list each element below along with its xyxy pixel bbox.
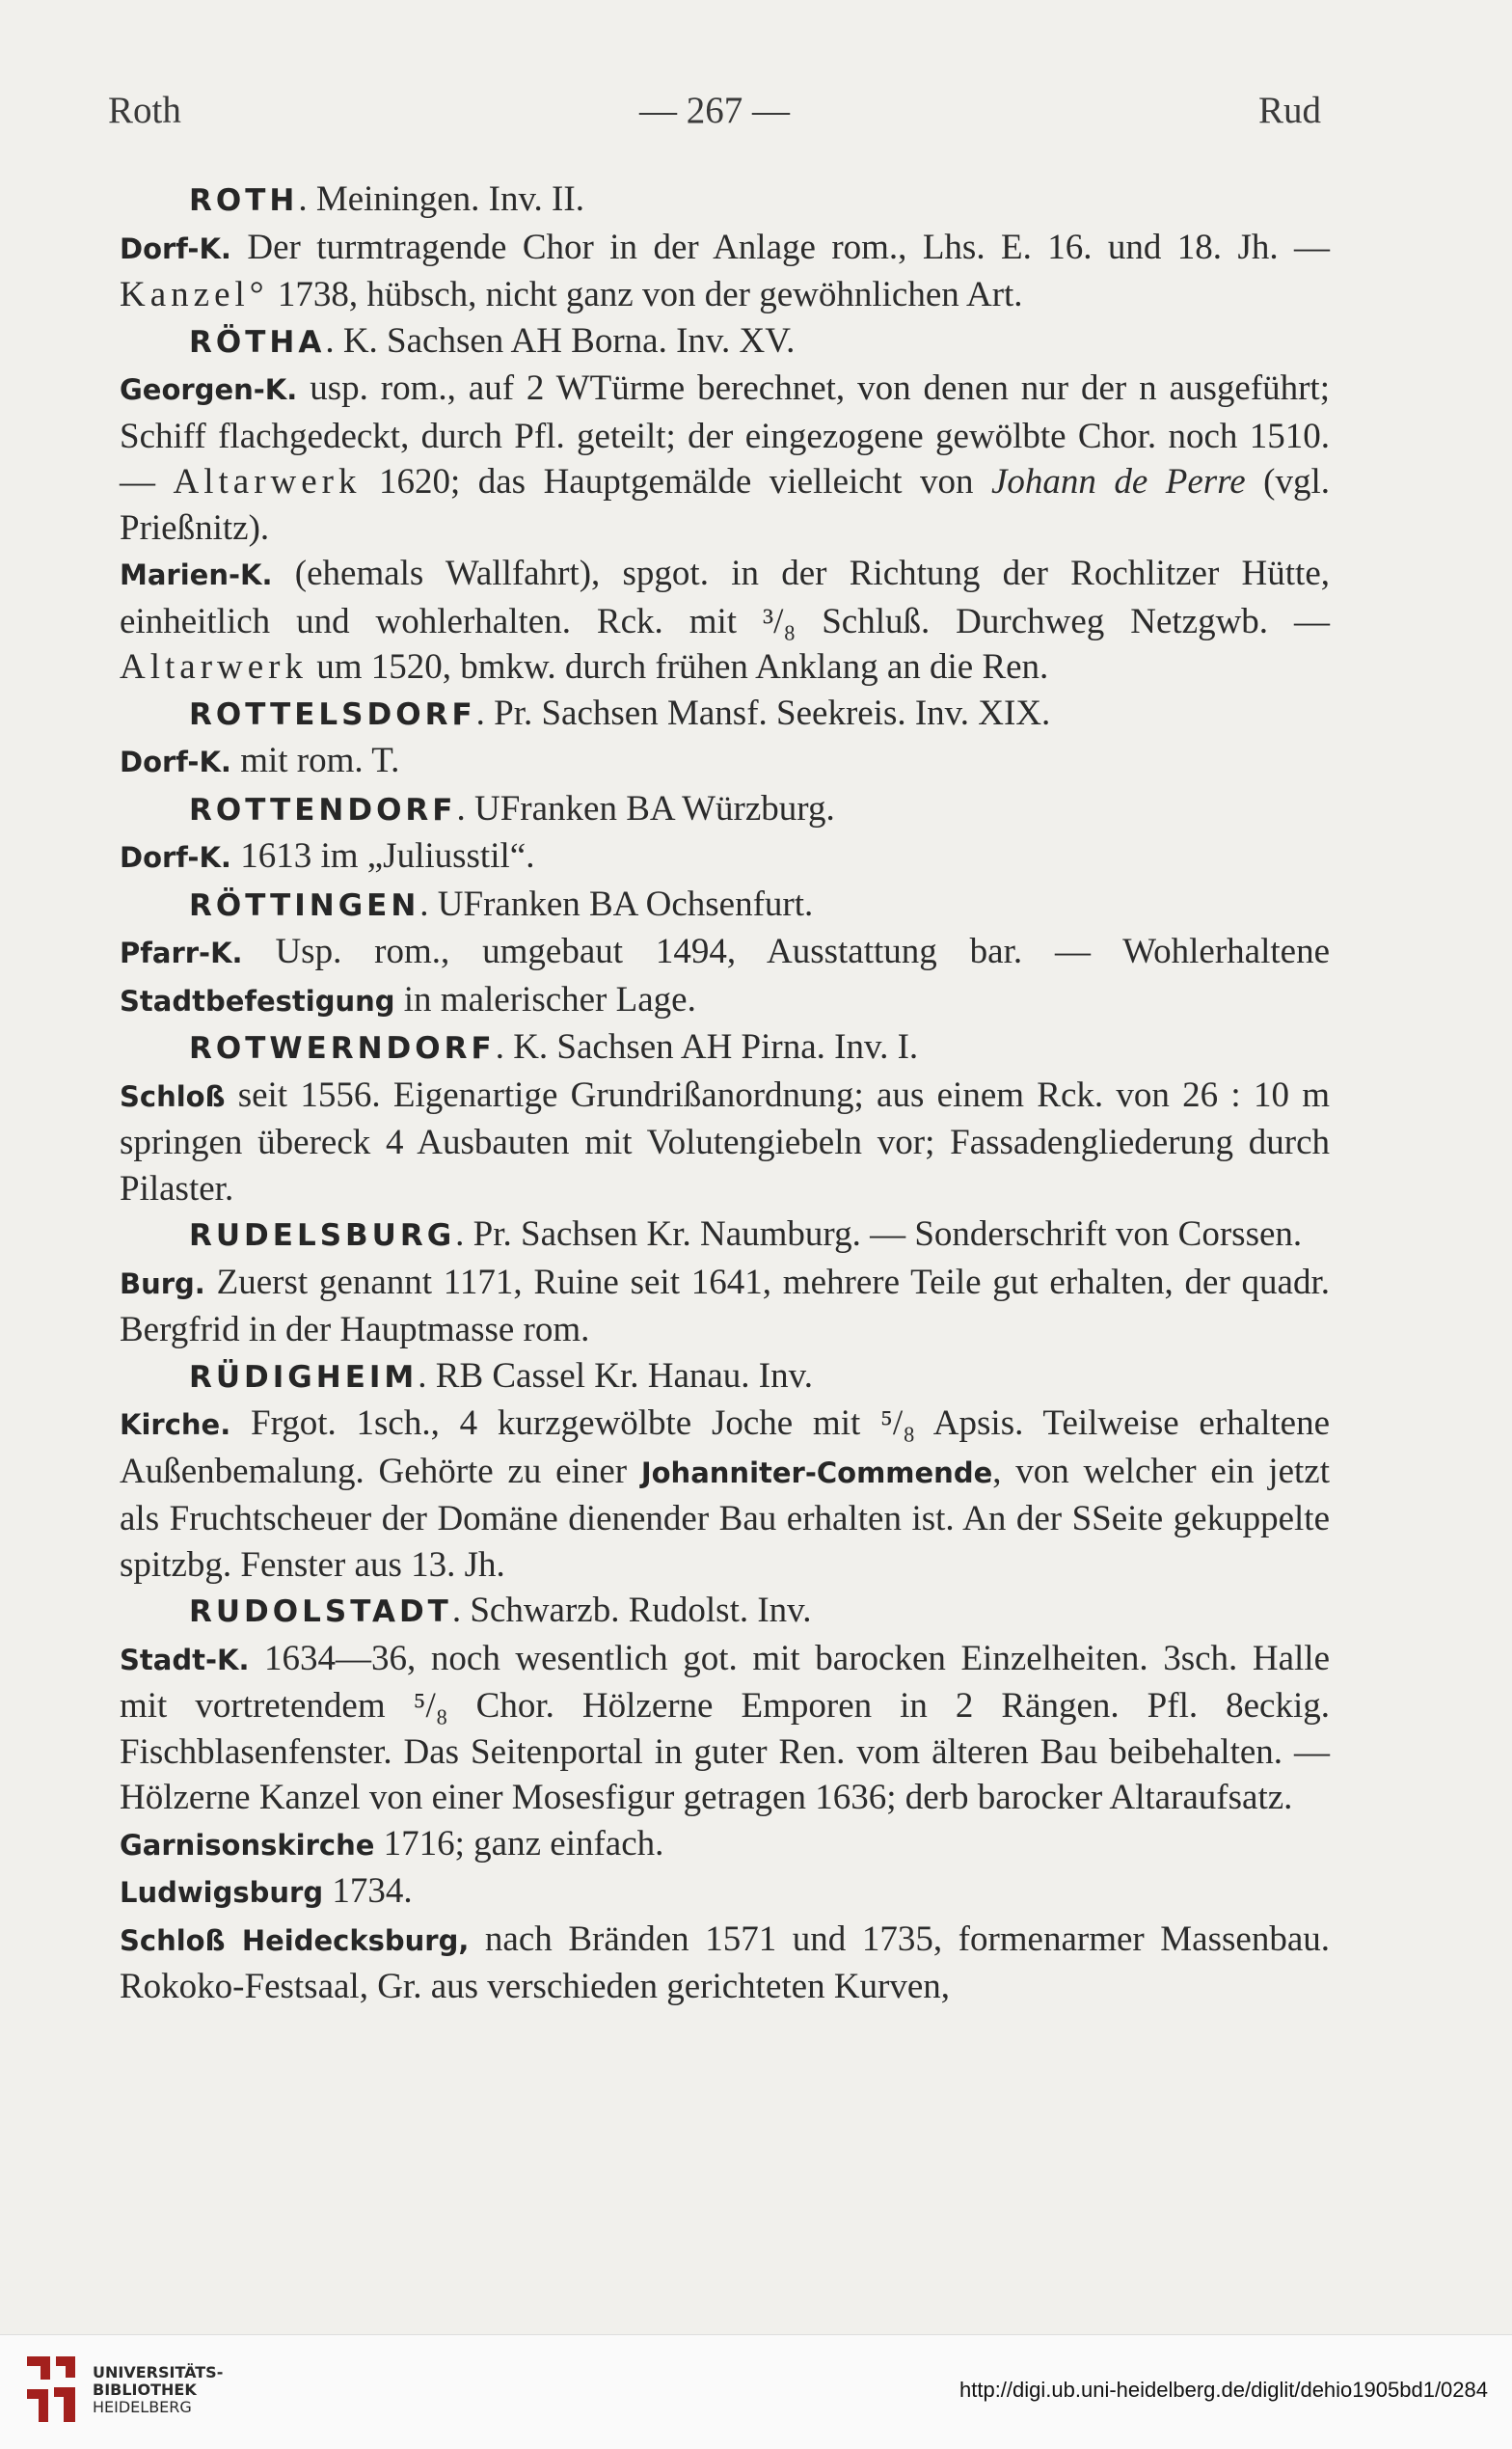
entry-label: Pfarr-K.	[120, 937, 243, 969]
entry-text: 1620; das Hauptgemälde vielleicht von	[361, 462, 991, 502]
entry-text: usp. rom., auf 2 WTürme berechnet, von denen nur der n ausgeführt; Schiff flachgedeckt, durch Pfl. geteilt; der eingezogene gewölbte Chor. noch 1510. —	[120, 368, 1330, 502]
entry-label: Kirche.	[120, 1408, 231, 1441]
entry-paragraph	[120, 551, 1330, 691]
place-details: . Pr. Sachsen Kr. Naumburg. — Sonderschrift von Corssen.	[455, 1214, 1303, 1254]
library-name-line: BIBLIOTHEK	[93, 2381, 197, 2399]
entry-paragraph	[120, 929, 1330, 1024]
place-name: ROTTELSDORF	[189, 696, 476, 732]
place-details: . K. Sachsen AH Borna. Inv. XV.	[325, 320, 796, 361]
entry-label: Schloß Heidecksburg,	[120, 1923, 470, 1957]
footer-bar	[0, 2334, 1512, 2449]
artist-name: Johann de Perre	[990, 462, 1246, 502]
entry-paragraph	[120, 225, 1330, 318]
place-details: . UFranken BA Würzburg.	[456, 788, 835, 829]
entry-text: in malerischer Lage.	[394, 979, 696, 1020]
emphasized-term: Altarwerk	[173, 462, 362, 502]
page-body	[120, 177, 1330, 2010]
entry-label: Schloß	[120, 1079, 226, 1113]
entry-paragraph	[120, 1260, 1330, 1353]
place-name: RÜDIGHEIM	[189, 1359, 418, 1395]
entry-paragraph	[120, 833, 1330, 882]
entry-text: (vgl. Prießnitz).	[120, 462, 1330, 548]
place-name: ROTH	[189, 183, 299, 218]
entry-text: , von welcher ein jetzt als Fruchtscheuer der Domäne dienender Bau erhalten ist. An der SSeite gekuppelte spitzbg. Fenster aus 13. Jh.	[120, 1451, 1330, 1585]
entry-paragraph	[120, 366, 1330, 551]
running-header	[108, 89, 1321, 147]
place-name: RÖTTINGEN	[189, 887, 420, 923]
entry-label: Garnisonskirche	[120, 1828, 375, 1862]
header-right: Rud	[1257, 90, 1321, 131]
library-name-line: HEIDELBERG	[93, 2398, 192, 2416]
entry-text: mit rom. T.	[230, 741, 400, 780]
place-name: ROTTENDORF	[189, 792, 457, 828]
place-heading	[120, 1588, 1330, 1636]
university-library-logo-icon	[21, 2351, 81, 2428]
place-details: . RB Cassel Kr. Hanau. Inv.	[418, 1355, 813, 1396]
entry-label: Dorf-K.	[120, 841, 231, 874]
entry-text: (ehemals Wallfahrt), spgot. in der Richtung der Rochlitzer Hütte, einheitlich und wohlerhalten. Rck. mit ³/₈ Schluß. Durchweg Netzgwb. —	[120, 554, 1330, 641]
entry-paragraph	[120, 1868, 1330, 1917]
place-details: . UFranken BA Ochsenfurt.	[419, 884, 814, 924]
place-details: . Pr. Sachsen Mansf. Seekreis. Inv. XIX.	[475, 693, 1051, 733]
entry-text: 1734.	[323, 1871, 413, 1911]
library-name-line: UNIVERSITÄTS-	[93, 2363, 224, 2381]
entry-label: Ludwigsburg	[120, 1876, 324, 1909]
entry-text: seit 1556. Eigenartige Grundrißanordnung; aus einem Rck. von 26 : 10 m springen übereck 4 Ausbauten mit Volutengiebeln vor; Fassadengliederung durch Pilaster.	[120, 1075, 1330, 1209]
entry-label: Burg.	[120, 1266, 205, 1300]
place-heading	[120, 318, 1330, 367]
entry-text: 1613 im „Juliusstil“.	[230, 836, 535, 876]
entry-text: 1716; ganz einfach.	[374, 1823, 664, 1864]
place-heading	[120, 882, 1330, 930]
header-left: Roth	[108, 90, 181, 131]
place-details: . Meiningen. Inv. II.	[298, 179, 584, 219]
source-url-link[interactable]: http://digi.ub.uni-heidelberg.de/diglit/dehio1905bd1/0284	[959, 2378, 1488, 2402]
entry-label: Stadt-K.	[120, 1643, 250, 1676]
place-heading	[120, 786, 1330, 834]
entry-label: Dorf-K.	[120, 231, 231, 265]
place-details: . K. Sachsen AH Pirna. Inv. I.	[495, 1027, 919, 1067]
entry-paragraph	[120, 1821, 1330, 1869]
entry-text: Zuerst genannt 1171, Ruine seit 1641, mehrere Teile gut erhalten, der quadr. Bergfrid in der Hauptmasse rom.	[120, 1262, 1330, 1349]
emphasized-term: Kanzel°	[120, 275, 269, 314]
entry-paragraph	[120, 1917, 1330, 2010]
place-name: RUDELSBURG	[189, 1218, 456, 1253]
entry-text: Usp. rom., umgebaut 1494, Ausstattung bar. — Wohlerhaltene	[242, 932, 1330, 971]
place-name: ROTWERNDORF	[189, 1031, 496, 1066]
entry-paragraph	[120, 1401, 1330, 1588]
entry-label: Dorf-K.	[120, 746, 231, 778]
place-heading	[120, 1211, 1330, 1260]
place-details: . Schwarzb. Rudolst. Inv.	[451, 1591, 812, 1630]
place-heading	[120, 691, 1330, 739]
entry-paragraph	[120, 1073, 1330, 1212]
library-name	[93, 2364, 223, 2416]
place-heading	[120, 177, 1330, 225]
place-heading	[120, 1353, 1330, 1401]
entry-label: Marien-K.	[120, 558, 273, 591]
place-heading	[120, 1024, 1330, 1073]
entry-text: 1738, hübsch, nicht ganz von der gewöhnlichen Art.	[268, 275, 1023, 314]
place-name: RÖTHA	[189, 324, 326, 360]
place-name: RUDOLSTADT	[189, 1594, 452, 1629]
page-number: — 267 —	[639, 90, 790, 131]
entry-text: Frgot. 1sch., 4 kurzgewölbte Joche mit ⁵/₈ Apsis. Teilweise erhaltene Außenbemalung. Gehörte zu einer	[120, 1403, 1330, 1491]
emphasized-term: Johanniter-Commende	[640, 1456, 993, 1489]
entry-paragraph	[120, 1636, 1330, 1821]
entry-text: um 1520, bmkw. durch frühen Anklang an die Ren.	[308, 647, 1049, 687]
emphasized-term: Altarwerk	[120, 647, 308, 687]
entry-text: Der turmtragende Chor in der Anlage rom., Lhs. E. 16. und 18. Jh. —	[230, 227, 1330, 267]
entry-text: 1634—36, noch wesentlich got. mit barocken Einzelheiten. 3sch. Halle mit vortretendem ⁵/₈ Chor. Hölzerne Emporen in 2 Rängen. Pfl. 8eckig. Fischblasenfenster. Das Seitenportal in guter Ren. vom älteren Bau beibehalten. — Hölzerne Kanzel von einer Mosesfigur getragen 1636; derb barocker Altaraufsatz.	[120, 1638, 1330, 1817]
entry-text: nach Bränden 1571 und 1735, formenarmer Massenbau. Rokoko-Festsaal, Gr. aus verschieden gerichteten Kurven,	[120, 1918, 1330, 2006]
entry-paragraph	[120, 738, 1330, 786]
emphasized-term: Stadtbefestigung	[120, 984, 395, 1018]
entry-label: Georgen-K.	[120, 373, 298, 406]
